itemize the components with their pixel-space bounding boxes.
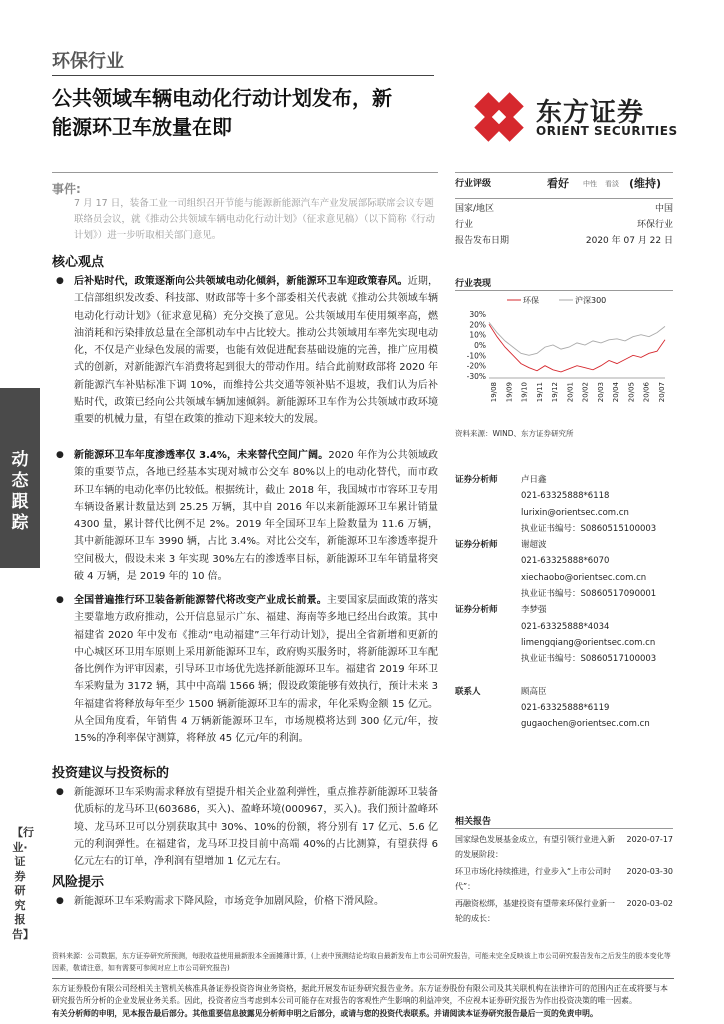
sidebar-report-type — [0, 826, 40, 976]
footer-statement: 东方证券股份有限公司经相关主管机关核准具备证券投资咨询业务资格，据此开展发布证券研究报告业务。东方证券股份有限公司及其关联机构在法律许可的范围内正在或将要与本研究报告所分析的企业发展业务关系。因此，投资者应当考虑到本公司可能存在对报告的客观性产生影响的利益冲突，不应视本证券研究报告为作出投资决策的唯一因素。 — [52, 984, 668, 1005]
analyst-row — [455, 602, 673, 618]
analyst-row — [455, 472, 673, 488]
related-report-title[interactable]: 再融资松绑，基建投资有望带来环保行业新一轮的成长： — [455, 899, 615, 923]
core-point-3-title: 全国普遍推行环卫装备新能源替代将改变产业成长前景。 — [74, 595, 327, 606]
analyst-value: 卢日鑫 — [521, 475, 547, 485]
core-point-3-body: 主要国家层面政策的落实主要靠地方政府推动，公开信息显示广东、福建、海南等多地已经出台政策。其中福建省 2020 年中发布《推动“电动福建”三年行动计划》，提出全省新增和更新的中心城区环卫用车原则上采用新能源环卫车，政府购买服务时，将新能源环卫车配备比例作为评审因素，引导环卫市场优先选择新能源环卫车。福建省 2019 年环卫车采购量为 3172 辆，其中中高端 1566 辆；假设政策能够有效执行，预计未来 3 年福建省将释放每年至少 1500 辆新能源环卫车的需求，年化采购金额 15 亿元。从全国角度看，年销售 4 万辆新能源环卫车，市场规模将达到 300 亿元/年，按 15%的净利率保守测算，将释放 45 亿元/年的利润。 — [74, 595, 439, 745]
related-report-title[interactable]: 环卫市场化持续推进，行业步入“上市公司时代”： — [455, 867, 612, 891]
rating-label: 行业评级 — [455, 179, 492, 189]
chart-source: 资料来源：WIND、东方证券研究所 — [455, 429, 574, 438]
x-tick-label: 19/09 — [505, 382, 514, 403]
core-heading: 核心观点 — [52, 255, 105, 270]
invest-text: 新能源环卫车采购需求释放有望提升相关企业盈利弹性，重点推荐新能源环卫装备优质标的龙马环卫(603686，买入)、盈峰环境(000967，买入)。我们预计盈峰环境、龙马环卫可以分别获取其中 30%、10%的份额，将分别有 17 亿元、5.6 亿元的利润弹性。在福建省，龙马环卫投目前中高端 40%的占比测算，有望获得 6 亿元左右的订单，净利润有望增加 1 亿元左右。 — [74, 787, 438, 868]
x-tick-label: 20/04 — [612, 382, 621, 403]
y-tick-label: -30% — [466, 372, 486, 381]
footer-divider — [52, 978, 674, 979]
chart-divider — [455, 290, 673, 291]
analyst-value: 执业证书编号：S0860517100003 — [521, 654, 657, 665]
bullet-icon: ● — [56, 896, 64, 906]
x-tick-label: 20/05 — [627, 382, 636, 403]
logo-en: ORIENT SECURITIES — [536, 124, 678, 138]
rating-divider — [455, 198, 673, 199]
x-tick-label: 20/06 — [642, 382, 651, 403]
y-tick-label: 0% — [474, 341, 486, 350]
series-line — [489, 324, 665, 372]
core-point-2-title: 新能源环卫车年度渗透率仅 3.4%，未来替代空间广阔。 — [74, 450, 329, 461]
analyst-value: 021-63325888*6070 — [521, 556, 610, 567]
related-report-item[interactable] — [455, 864, 673, 896]
analyst-row — [455, 668, 673, 684]
analyst-row — [455, 716, 673, 732]
y-tick-label: 30% — [469, 310, 486, 319]
right-divider — [455, 172, 673, 173]
rating-info-value: 2020 年 07 月 22 日 — [585, 236, 673, 246]
x-tick-label: 20/02 — [581, 382, 590, 403]
analyst-row — [455, 700, 673, 716]
analyst-list — [455, 472, 673, 733]
chart-title: 行业表现 — [455, 279, 492, 289]
related-report-date: 2020-07-17 — [626, 835, 673, 844]
rating-info-row — [455, 201, 673, 217]
rating-info-value: 中国 — [654, 204, 673, 214]
analyst-row — [455, 488, 673, 504]
core-point-2 — [74, 447, 438, 585]
analyst-row — [455, 521, 673, 537]
legend-label: 沪深300 — [575, 296, 607, 305]
analyst-value: 顾高臣 — [521, 686, 547, 697]
related-report-item[interactable] — [455, 896, 673, 928]
analyst-role: 证券分析师 — [455, 540, 498, 551]
analyst-role: 证券分析师 — [455, 605, 498, 616]
related-report-item[interactable] — [455, 832, 673, 864]
report-title — [52, 84, 432, 142]
analyst-role: 联系人 — [455, 686, 481, 697]
analyst-value: 谢超波 — [521, 540, 547, 551]
header-divider — [52, 75, 434, 76]
rating-info-key: 报告发布日期 — [455, 236, 510, 246]
x-tick-label: 19/12 — [551, 382, 560, 403]
logo-cn: 东方证券 — [536, 98, 645, 128]
chart-svg — [455, 292, 673, 420]
related-report-date: 2020-03-02 — [626, 899, 673, 908]
analyst-value: 执业证书编号：S0860515100003 — [521, 523, 657, 534]
invest-heading: 投资建议与投资标的 — [52, 766, 170, 781]
sidebar-tag — [0, 388, 40, 568]
y-tick-label: -10% — [466, 351, 486, 361]
x-tick-label: 19/11 — [535, 382, 544, 403]
rating-current: 看好 — [547, 177, 569, 190]
analyst-row — [455, 619, 673, 635]
rating-info-row — [455, 233, 673, 249]
analyst-row — [455, 505, 673, 521]
rating-info-value: 环保行业 — [636, 220, 673, 230]
analyst-value: lurixin@orientsec.com.cn — [521, 507, 629, 518]
sidebar-report-type-text: 【行业·证券研究报告】 — [12, 826, 34, 941]
core-point-2-body: 2020 年作为公共领域政策的重要节点，各地已经基本实现对城市公交车 80%以上的电动化替代，而市政环卫车辆的电动化率仍比较低。根据统计，截止 2018 年，我国城市市容环卫专用车辆设备累计数量达到 25.25 万辆，其中自 2016 年以来新能源环卫车累计销量 4300 量，累计替代比例不足 2%。2019 年全国环卫车上险数量为 11.6 万辆，其中新能源环卫车 3990 辆，占比 3.4%。对比公交车，新能源环卫车渗透率提升空间极大，假设未来 3 年实现 30%左右的渗透率目标，新能源环卫车年销量将突破 4 万辆，是 2019 年的 10 倍。 — [74, 450, 438, 583]
sidebar-tag-text: 动态跟踪 — [11, 450, 29, 533]
logo-mark-icon — [470, 88, 528, 146]
related-heading: 相关报告 — [455, 817, 492, 827]
related-report-date: 2020-03-30 — [626, 867, 673, 876]
analyst-row — [455, 586, 673, 602]
analyst-value: gugaochen@orientsec.com.cn — [521, 719, 650, 730]
rating-row — [455, 176, 673, 198]
x-tick-label: 19/08 — [490, 382, 498, 403]
bullet-icon: ● — [56, 787, 64, 797]
rating-info-key: 行业 — [455, 220, 474, 230]
bullet-icon: ● — [56, 595, 64, 605]
left-divider — [52, 172, 438, 173]
analyst-row — [455, 651, 673, 667]
title-line-2: 能源环卫车放量在即 — [52, 115, 232, 139]
analyst-row — [455, 537, 673, 553]
rating-maintain: (维持) — [629, 177, 662, 190]
analyst-value: xiechaobo@orientsec.com.cn — [521, 572, 647, 583]
x-tick-label: 19/10 — [520, 382, 529, 403]
rating-neutral: 中性 — [583, 180, 597, 188]
rating-info-key: 国家/地区 — [455, 204, 495, 214]
x-tick-label: 20/07 — [658, 382, 666, 403]
industry-performance-chart — [455, 292, 673, 420]
x-tick-label: 20/01 — [566, 382, 575, 403]
event-text: 7 月 17 日，装备工业一司组织召开节能与能源新能源汽车产业发展部际联席会议专题联络员会议，就《推动公共领域车辆电动化行动计划》（征求意见稿）（以下简称《行动计划》）进一步听取相关部门意见。 — [74, 198, 436, 241]
related-reports — [455, 832, 673, 928]
rating-table — [455, 176, 673, 249]
title-line-1: 公共领域车辆电动化行动计划发布，新 — [52, 86, 392, 110]
analyst-row — [455, 570, 673, 586]
y-tick-label: -20% — [466, 361, 486, 371]
core-point-1-body: 近期，工信部组织发改委、科技部、财政部等十多个部委相关代表就《推动公共领域车辆电动化行动计划》（征求意见稿）充分交换了意见。公共领域用车使用频率高，燃油消耗和污染排放总量在全部机动车中占比较大。推动公共领域用车率先实现电动化，不仅是产业绿色发展的需要，也能有效促进配套基础设施的完善，推广应用模式的创新，对新能源汽车消费将起到很大的带动作用。结合此前财政部将 2020 年新能源汽车补贴标准下调 10%，而维持公共交通等领补贴不退坡，我们认为后补贴时代，政策已经向公共领域车辆加速倾斜。新能源环卫车作为公共领域市政环境重要的机械力量，有望在政策的推动下迎来较大的发展。 — [74, 276, 439, 426]
related-divider — [455, 828, 673, 829]
analyst-value: 021-63325888*4034 — [521, 621, 610, 632]
analyst-role: 证券分析师 — [455, 475, 498, 485]
series-line — [489, 322, 665, 355]
analyst-value: 021-63325888*6118 — [521, 491, 610, 502]
legend-label: 环保 — [523, 296, 539, 305]
core-point-3 — [74, 592, 438, 748]
core-point-1 — [74, 273, 438, 429]
y-tick-label: 10% — [469, 330, 486, 340]
analyst-row — [455, 684, 673, 700]
risk-heading: 风险提示 — [52, 875, 105, 890]
analyst-value: limengqiang@orientsec.com.cn — [521, 637, 656, 648]
bullet-icon: ● — [56, 450, 64, 460]
analyst-row — [455, 635, 673, 651]
bullet-icon: ● — [56, 276, 64, 286]
footer-disclaimer: 有关分析师的申明，见本报告最后部分。其他重要信息披露见分析师申明之后部分，或请与您的投资代表联系。并请阅读本证券研究报告最后一页的免责申明。 — [52, 1009, 598, 1018]
analyst-row — [455, 553, 673, 569]
rating-info-row — [455, 217, 673, 233]
footnote: 资料来源：公司数据，东方证券研究所预测，每股收益使用最新股本全面摊薄计算，(上表中预测结论均取自最新发布上市公司研究报告，可能未完全反映该上市公司研究报告发布之后发生的股本变化等因素，敬请注意，如有需要可参阅对应上市公司研究报告) — [52, 952, 671, 972]
event-heading: 事件: — [52, 182, 81, 196]
core-point-1-title: 后补贴时代，政策逐渐向公共领域电动化倾斜，新能源环卫车迎政策春风。 — [74, 276, 408, 287]
analyst-value: 021-63325888*6119 — [521, 703, 610, 714]
analyst-value: 执业证书编号：S0860517090001 — [521, 589, 657, 600]
related-report-title[interactable]: 国家绿色发展基金成立，有望引领行业进入新的发展阶段： — [455, 835, 615, 859]
orient-securities-logo — [470, 88, 700, 148]
analyst-value: 李梦强 — [521, 605, 547, 616]
risk-text: 新能源环卫车采购需求下降风险，市场竞争加剧风险，价格下滑风险。 — [74, 896, 384, 907]
industry-label: 环保行业 — [52, 51, 124, 72]
y-tick-label: 20% — [469, 320, 486, 330]
x-tick-label: 20/03 — [596, 382, 605, 403]
rating-bearish: 看淡 — [605, 180, 619, 188]
